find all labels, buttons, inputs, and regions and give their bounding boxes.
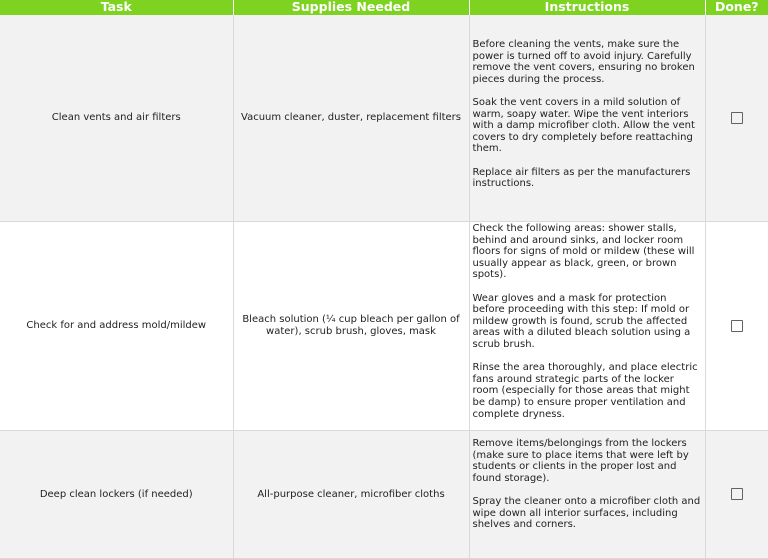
instruction-paragraph: Replace air filters as per the manufacturers instructions. [472,166,691,190]
table-row [0,15,768,222]
instructions-cell [469,431,705,559]
task-cell: Deep clean lockers (if needed) [0,431,233,559]
instruction-paragraph: Check the following areas: shower stalls, behind and around sinks, and locker room floors for signs of mold or mildew (these will usually appear as black, green, or brown spots). [472,223,695,281]
instruction-paragraph: Rinse the area thoroughly, and place electric fans around strategic parts of the locker room (especially for those areas that might be damp) to ensure proper ventilation and complete dryness. [472,362,698,420]
supplies-cell: Bleach solution (¼ cup bleach per gallon of water), scrub brush, gloves, mask [233,222,469,431]
task-cell: Check for and address mold/mildew [0,222,233,431]
table-row [0,222,768,431]
table-row [0,431,768,559]
supplies-cell: Vacuum cleaner, duster, replacement filters [233,15,469,222]
header-row [0,0,768,15]
done-checkbox[interactable] [731,320,743,332]
column-header-instructions: Instructions [469,0,705,15]
done-checkbox[interactable] [731,112,743,124]
instruction-paragraph: Soak the vent covers in a mild solution of warm, soapy water. Wipe the vent interiors with a damp microfiber cloth. Allow the vent covers to dry completely before reattaching them. [472,96,695,155]
instruction-paragraph: Remove items/belongings from the lockers (make sure to place items that were left by students or clients in the proper lost and found storage). [472,438,689,484]
column-header-task: Task [0,0,233,15]
task-cell: Clean vents and air filters [0,15,233,222]
done-cell [705,222,768,431]
column-header-supplies: Supplies Needed [233,0,469,15]
instructions-cell [469,222,705,431]
done-checkbox[interactable] [731,488,743,500]
instruction-paragraph: Wear gloves and a mask for protection before proceeding with this step: If mold or mildew growth is found, scrub the affected areas with a diluted bleach solution using a scrub brush. [472,292,691,350]
supplies-cell: All-purpose cleaner, microfiber cloths [233,431,469,559]
done-cell [705,431,768,559]
instruction-paragraph: Before cleaning the vents, make sure the power is turned off to avoid injury. Carefully remove the vent covers, ensuring no broken pieces during the process. [472,39,695,85]
instructions-cell [469,15,705,222]
instruction-paragraph: Spray the cleaner onto a microfiber cloth and wipe down all interior surfaces, including shelves and corners. [472,495,701,531]
done-cell [705,15,768,222]
column-header-done: Done? [705,0,768,15]
